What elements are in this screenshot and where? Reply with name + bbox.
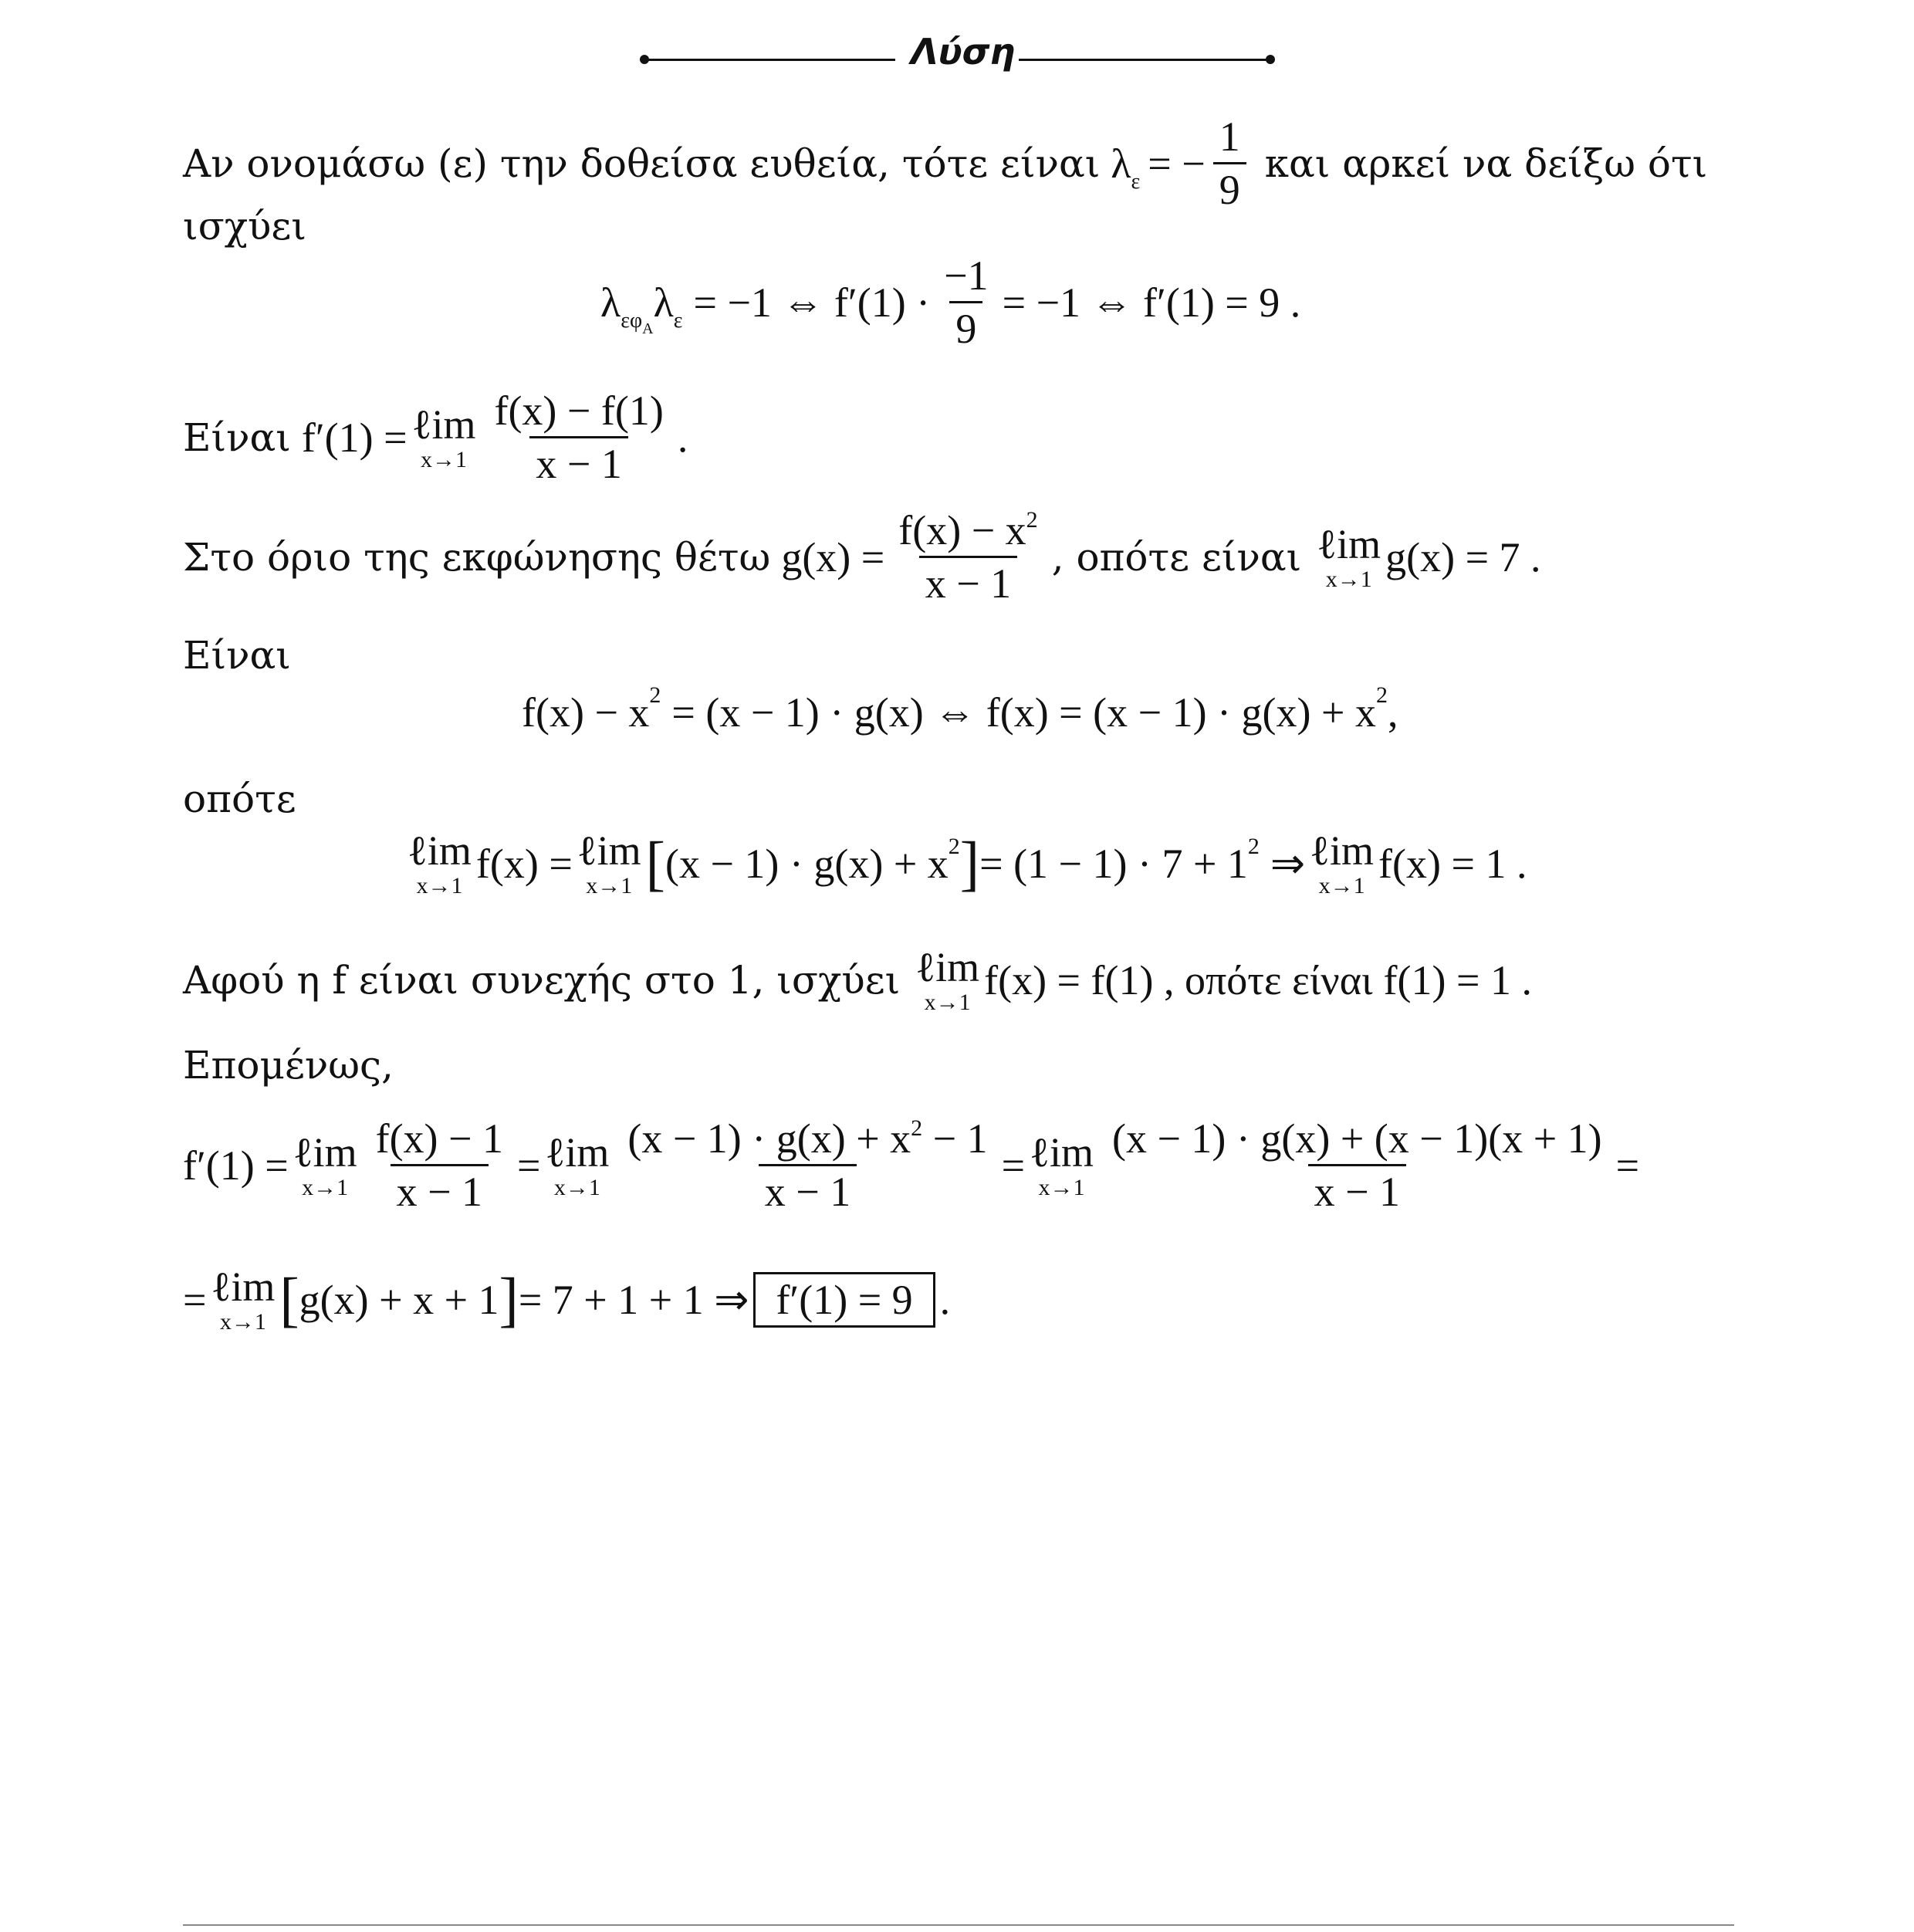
eq2-comma: , — [1387, 689, 1398, 736]
eq1-part-a: = −1 ⇔ f′(1) · — [693, 279, 931, 326]
eq4-equals-3: = — [1615, 1142, 1640, 1189]
paragraph-2 — [183, 387, 688, 487]
section-heading: Λύση — [911, 31, 1016, 73]
eq4-fraction-2-den: x − 1 — [759, 1164, 857, 1213]
paragraph-7: Επομένως, — [183, 1043, 394, 1088]
paragraph-5: οπότε — [183, 777, 296, 821]
final-answer-box: f′(1) = 9 — [753, 1272, 935, 1328]
eq1-fraction-den: 9 — [949, 301, 982, 350]
p6-text-a: Αφού η f είναι συνεχής στο 1, ισχύει — [183, 958, 901, 1003]
p3-text-a: Στο όριο της εκφώνησης θέτω — [183, 534, 771, 580]
equation-2 — [522, 682, 1398, 736]
footer-rule — [183, 1924, 1734, 1926]
eq2-sup-1: 2 — [649, 682, 661, 708]
eq3-part-a: f(x) = — [475, 841, 573, 887]
p3-limit: ℓim x→1 — [1317, 520, 1381, 592]
eq3-part-b: (x − 1) · g(x) + x — [664, 841, 949, 887]
eq5-left-bracket: [ — [279, 1265, 299, 1334]
p2-limit: ℓim x→1 — [411, 401, 476, 472]
eq3-limit-3: ℓim x→1 — [1310, 827, 1375, 898]
eq4-fraction-3-num: (x − 1) · g(x) + (x − 1)(x + 1) — [1111, 1115, 1602, 1162]
paragraph-6 — [183, 946, 1532, 1014]
p3-fraction-num: $f(x) - x^2$ — [898, 507, 1038, 553]
eq3-right-bracket: ] — [959, 829, 980, 898]
eq3-left-bracket: [ — [645, 829, 665, 898]
equation-1 — [600, 252, 1301, 352]
eq3-implies: ⇒ — [1270, 841, 1306, 887]
eq2-sup-2: 2 — [1375, 682, 1388, 708]
p1-equals: = − — [1148, 140, 1206, 187]
eq2-part-b: = (x − 1) · g(x) ⇔ f(x) = (x − 1) · g(x) + x — [671, 689, 1376, 736]
p1-text-b: και αρκεί να δείξω ότι — [1264, 140, 1708, 186]
p6-text-b: f(x) = f(1) , οπότε είναι — [984, 957, 1373, 1003]
p6-limit: ℓim x→1 — [915, 944, 980, 1015]
eq1-part-b: = −1 ⇔ f′(1) = 9 . — [1002, 279, 1301, 326]
p2-math: f′(1) = — [301, 414, 407, 461]
eq4-fraction-3-den: x − 1 — [1308, 1164, 1406, 1213]
paragraph-4: Είναι — [183, 633, 291, 678]
p2-text: Είναι — [183, 414, 291, 460]
eq5-period: . — [939, 1277, 951, 1323]
eq4-part-a: f′(1) = — [183, 1142, 289, 1189]
p1-fraction — [1213, 113, 1246, 213]
eq3-part-c: = (1 − 1) · 7 + 1 — [979, 841, 1248, 887]
eq4-fraction-2 — [621, 1115, 993, 1215]
paragraph-1-line-1 — [183, 113, 1708, 213]
p3-fraction-den: x − 1 — [919, 556, 1017, 604]
eq5-equals: = — [183, 1277, 207, 1323]
heading-right-dot — [1266, 55, 1275, 64]
eq4-limit-3: ℓim x→1 — [1030, 1128, 1094, 1200]
eq1-fraction — [938, 252, 994, 352]
eq3-limit-2: ℓim x→1 — [577, 827, 641, 898]
heading-left-rule — [644, 59, 895, 61]
p1-text-a: Αν ονομάσω (ε) την δοθείσα ευθεία, τότε είναι — [183, 140, 1101, 186]
paragraph-1-line-2: ισχύει — [183, 204, 306, 249]
eq4-equals-1: = — [517, 1142, 541, 1189]
eq4-limit-2: ℓim x→1 — [545, 1128, 610, 1200]
p2-fraction-num: f(x) − f(1) — [494, 387, 664, 434]
equation-4 — [183, 1115, 1640, 1215]
eq4-fraction-1-num: f(x) − 1 — [375, 1115, 503, 1162]
p1-fraction-num: 1 — [1219, 113, 1240, 160]
eq5-part-b: g(x) + x + 1 — [299, 1277, 499, 1323]
p1-fraction-den: 9 — [1213, 162, 1246, 211]
p2-fraction-den: x − 1 — [529, 436, 627, 485]
eq4-equals-2: = — [1001, 1142, 1026, 1189]
eq1-lambda-1: $\lambda_{\varepsilon\varphi A}$ — [600, 279, 654, 337]
eq2-part-a: f(x) − x — [522, 689, 650, 736]
equation-3 — [403, 827, 1527, 898]
eq3-sup-2: 2 — [1247, 834, 1260, 859]
heading-right-rule — [1019, 59, 1270, 61]
eq4-fraction-3 — [1106, 1115, 1608, 1215]
eq4-fraction-1 — [370, 1115, 509, 1215]
p1-lambda: $\lambda_\varepsilon$ — [1111, 140, 1141, 194]
p6-text-c: f(1) = 1 . — [1383, 957, 1532, 1003]
paragraph-3 — [183, 507, 1541, 607]
eq3-limit-1: ℓim x→1 — [407, 827, 472, 898]
eq3-sup-1: 2 — [948, 834, 960, 859]
p3-text-c: g(x) = 7 . — [1385, 533, 1541, 580]
p3-text-b: , οπότε είναι — [1051, 534, 1302, 580]
eq4-fraction-2-num: $(x - 1) \cdot g(x) + x^2 - 1$ — [627, 1115, 988, 1162]
eq5-limit: ℓim x→1 — [211, 1264, 276, 1335]
equation-5 — [183, 1266, 950, 1334]
eq4-fraction-1-den: x − 1 — [391, 1164, 489, 1213]
eq3-part-e: f(x) = 1 . — [1378, 841, 1527, 887]
eq4-limit-1: ℓim x→1 — [293, 1128, 357, 1200]
p2-fraction — [488, 387, 669, 487]
eq1-fraction-num: −1 — [944, 252, 989, 299]
eq5-right-bracket: ] — [499, 1265, 519, 1334]
p3-fraction — [892, 507, 1043, 607]
eq1-lambda-2: $\lambda_\varepsilon$ — [653, 279, 683, 333]
p3-math: g(x) = — [781, 533, 885, 580]
eq5-part-c: = 7 + 1 + 1 ⇒ — [518, 1277, 749, 1323]
p2-period: . — [677, 414, 688, 461]
